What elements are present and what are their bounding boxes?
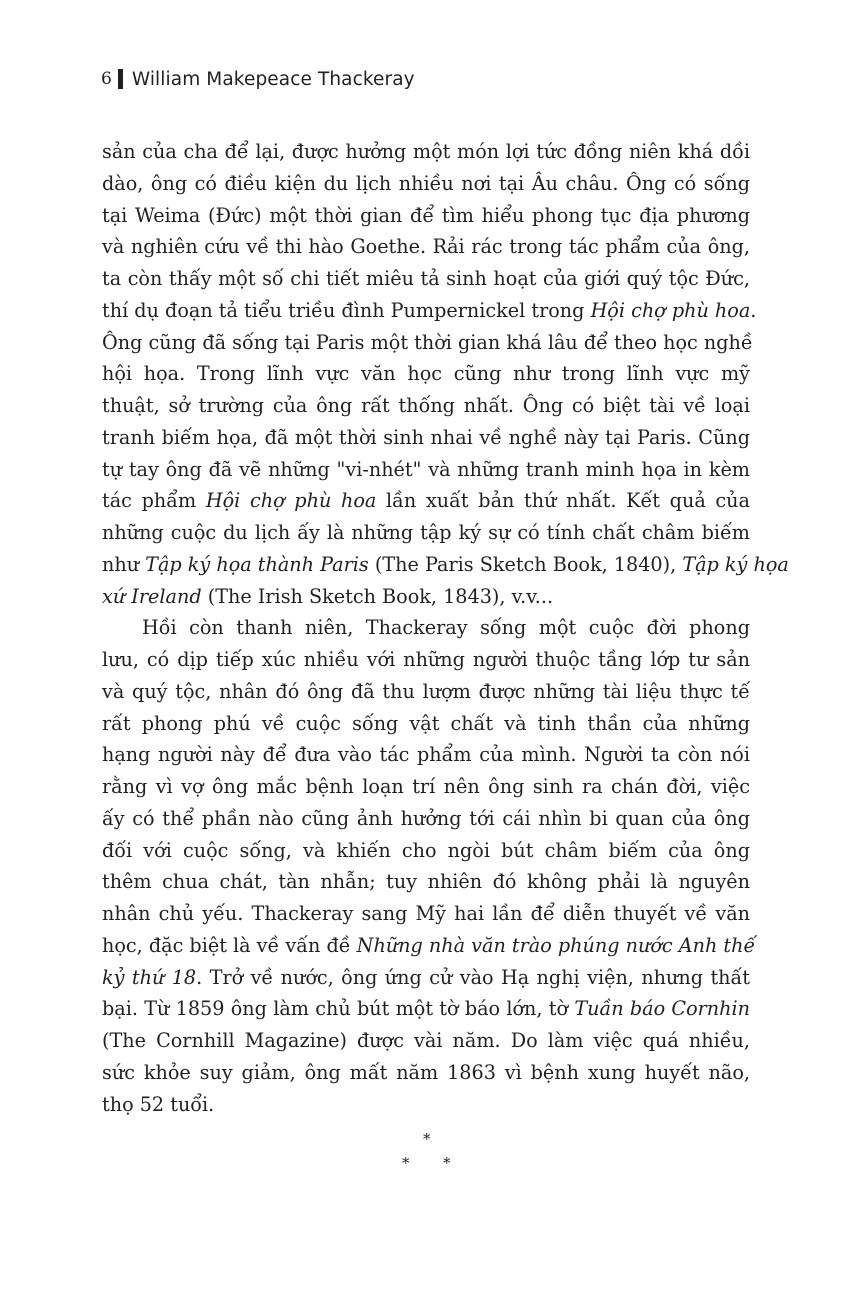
text-line (102, 136, 750, 168)
text-line (102, 803, 750, 835)
header-divider-bar (118, 69, 123, 89)
running-title: William Makepeace Thackeray (131, 68, 415, 90)
line-text: (The Irish Sketch Book, 1843), v.v... (201, 584, 554, 608)
line-text: sản của cha để lại, được hưởng một món lợi tức đồng niên khá dồi (102, 140, 750, 163)
line-text: dào, ông có điều kiện du lịch nhiều nơi tại Âu châu. Ông có sống (102, 171, 750, 195)
text-line (102, 231, 750, 263)
ornament-star: * (402, 1154, 410, 1172)
line-text: (The Paris Sketch Book, 1840), (368, 552, 683, 576)
line-text: bại. Từ 1859 ông làm chủ bút một tờ báo lớn, tờ (102, 997, 575, 1021)
line-text: sức khỏe suy giảm, ông mất năm 1863 vì bệnh xung huyết não, (102, 1060, 750, 1084)
page-number: 6 (101, 69, 112, 89)
text-line (102, 168, 750, 200)
body-text (102, 136, 789, 1120)
text-line (102, 390, 750, 422)
line-text: tác phẩm (102, 489, 206, 513)
line-text: tranh biếm họa, đã một thời sinh nhai về nghề này tại Paris. Cũng (102, 425, 750, 449)
line-text: như (102, 552, 146, 576)
line-text: rằng vì vợ ông mắc bệnh loạn trí nên ông sinh ra chán đời, việc (102, 775, 750, 798)
line-text: rất phong phú về cuộc sống vật chất và tinh thần của những (102, 711, 750, 735)
line-text: tại Weima (Đức) một thời gian để tìm hiểu phong tục địa phương (102, 203, 750, 227)
text-line (102, 1057, 750, 1089)
text-line (102, 771, 750, 803)
text-line (102, 962, 750, 994)
text-line (102, 993, 750, 1025)
paragraph-2 (102, 612, 756, 1120)
text-line (102, 549, 789, 581)
text-line (102, 517, 750, 549)
line-text: ta còn thấy một số chi tiết miêu tả sinh hoạt của giới quý tộc Đức, (102, 267, 750, 290)
line-text: Ông cũng đã sống tại Paris một thời gian khá lâu để theo học nghề (102, 330, 753, 354)
line-text: . (750, 298, 757, 322)
line-text: thí dụ đoạn tả tiểu triều đình Pumpernickel trong (102, 298, 591, 322)
line-text: Hồi còn thanh niên, Thackeray sống một cuộc đời phong (142, 616, 750, 640)
line-text: và quý tộc, nhân đó ông đã thu lượm được những tài liệu thực tế (102, 679, 750, 703)
line-text: thêm chua chát, tàn nhẫn; tuy nhiên đó không phải là nguyên (102, 870, 750, 894)
italic-title-text: Hội chợ phù hoa (205, 489, 377, 513)
text-line (102, 866, 750, 898)
line-text: hội họa. Trong lĩnh vực văn học cũng như trong lĩnh vực mỹ (102, 362, 750, 386)
line-text: đối với cuộc sống, và khiến cho ngòi bút châm biếm của ông (102, 838, 750, 862)
line-text: lưu, có dịp tiếp xúc nhiều với những người thuộc tầng lớp tư sản (102, 648, 750, 671)
line-text: thọ 52 tuổi. (102, 1092, 215, 1116)
text-line (102, 739, 750, 771)
line-text: học, đặc biệt là về vấn đề (102, 933, 357, 957)
text-line (102, 327, 753, 359)
text-line (102, 1089, 750, 1121)
text-line (102, 1025, 750, 1057)
line-text: và nghiên cứu về thi hào Goethe. Rải rác trong tác phẩm của ông, (102, 235, 750, 259)
ornament-star: * (443, 1154, 451, 1172)
text-line (102, 295, 757, 327)
italic-title-text: Những nhà văn trào phúng nước Anh thế (356, 933, 756, 957)
line-text: nhân chủ yếu. Thackeray sang Mỹ hai lần để diễn thuyết về văn (102, 902, 750, 925)
text-line (102, 898, 750, 930)
italic-title-text: xứ Ireland (102, 584, 202, 608)
line-text: những cuộc du lịch ấy là những tập ký sự có tính chất châm biếm (102, 521, 750, 544)
italic-title-text: Tập ký họa (682, 552, 789, 576)
text-line (102, 422, 750, 454)
text-line (102, 200, 750, 232)
line-text: tự tay ông đã vẽ những "vi-nhét" và những tranh minh họa in kèm (102, 457, 750, 481)
line-text: ấy có thể phần nào cũng ảnh hưởng tới cái nhìn bi quan của ông (102, 806, 750, 830)
text-line (102, 454, 750, 486)
italic-title-text: Hội chợ phù hoa (590, 298, 751, 322)
text-line (102, 612, 750, 644)
line-text: lần xuất bản thứ nhất. Kết quả của (376, 489, 750, 513)
line-text: . Trở về nước, ông ứng cử vào Hạ nghị viện, nhưng thất (196, 965, 750, 989)
text-line (102, 485, 750, 517)
ornament-star: * (423, 1130, 431, 1148)
line-text: hạng người này để đưa vào tác phẩm của mình. Người ta còn nói (102, 743, 750, 767)
text-line (102, 835, 750, 867)
italic-title-text: kỷ thứ 18 (102, 965, 197, 989)
running-header (101, 64, 415, 94)
text-line (102, 581, 750, 613)
text-line (102, 930, 756, 962)
text-line (102, 263, 750, 295)
paragraph-1 (102, 136, 789, 612)
text-line (102, 708, 750, 740)
text-line (102, 358, 750, 390)
italic-title-text: Tuần báo Cornhin (574, 997, 751, 1021)
line-text: (The Cornhill Magazine) được vài năm. Do làm việc quá nhiều, (102, 1029, 750, 1052)
line-text: thuật, sở trường của ông rất thống nhất. Ông có biệt tài về loại (102, 394, 750, 417)
text-line (102, 644, 750, 676)
text-line (102, 676, 750, 708)
italic-title-text: Tập ký họa thành Paris (145, 552, 369, 576)
